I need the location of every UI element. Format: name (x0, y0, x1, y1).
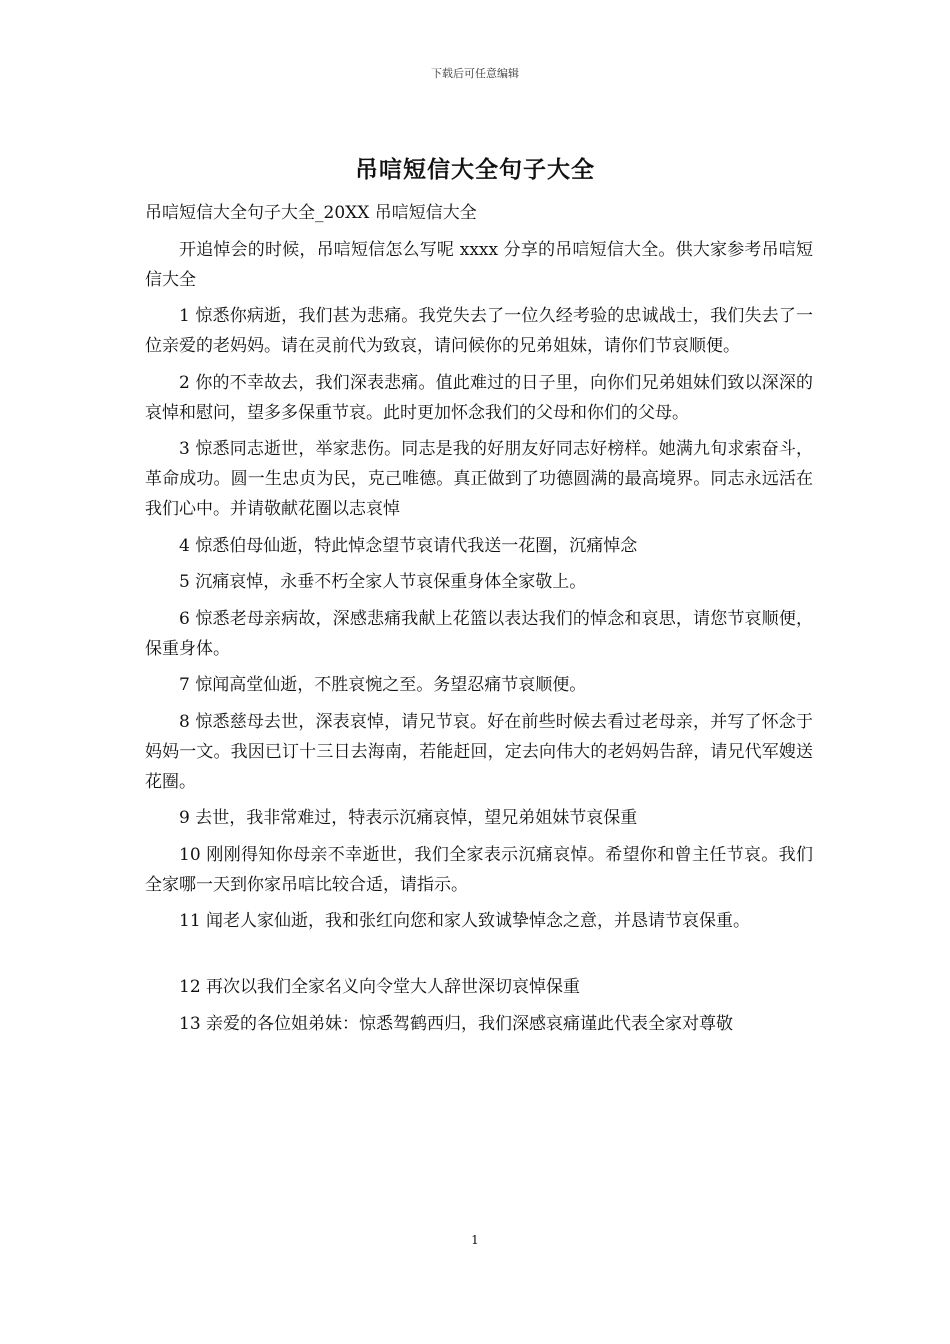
document-body (145, 198, 813, 1045)
message-item-4: 4 惊悉伯母仙逝，特此悼念望节哀请代我送一花圈，沉痛悼念 (179, 535, 638, 556)
message-item-6: 6 惊悉老母亲病故，深感悲痛我献上花篮以表达我们的悼念和哀思，请您节哀顺便，保重身体。 (145, 608, 813, 659)
message-item-9: 9 去世，我非常难过，特表示沉痛哀悼，望兄弟姐妹节哀保重 (179, 808, 638, 828)
message-item-10: 10 刚刚得知你母亲不幸逝世，我们全家表示沉痛哀悼。希望你和曾主任节哀。我们全家哪一天到你家吊唁比较合适，请指示。 (145, 844, 813, 895)
message-item-1: 1 惊悉你病逝，我们甚为悲痛。我党失去了一位久经考验的忠诚战士，我们失去了一位亲爱的老妈妈。请在灵前代为致哀，请问候你的兄弟姐妹，请你们节哀顺便。 (145, 306, 813, 356)
document-intro: 开追悼会的时候，吊唁短信怎么写呢 xxxx 分享的吊唁短信大全。供大家参考吊唁短信大全 (145, 239, 813, 290)
document-subtitle: 吊唁短信大全句子大全_20XX 吊唁短信大全 (145, 203, 477, 223)
message-item-13: 13 亲爱的各位姐弟妹：惊悉驾鹤西归，我们深感哀痛谨此代表全家对尊敬 (179, 1013, 734, 1034)
message-item-8: 8 惊悉慈母去世，深表哀悼，请兄节哀。好在前些时候去看过老母亲，并写了怀念于妈妈一文。我因已订十三日去海南，若能赶回，定去向伟大的老妈妈告辞，请兄代军嫂送花圈。 (145, 711, 813, 792)
message-item-12: 12 再次以我们全家名义向令堂大人辞世深切哀悼保重 (179, 977, 581, 997)
page-header-note: 下载后可任意编辑 (431, 67, 519, 80)
message-item-2: 2 你的不幸故去，我们深表悲痛。值此难过的日子里，向你们兄弟姐妹们致以深深的哀悼和慰问，望多多保重节哀。此时更加怀念我们的父母和你们的父母。 (145, 372, 813, 423)
message-item-7: 7 惊闻高堂仙逝，不胜哀惋之至。务望忍痛节哀顺便。 (179, 675, 587, 695)
message-item-3: 3 惊悉同志逝世，举家悲伤。同志是我的好朋友好同志好榜样。她满九旬求索奋斗，革命成功。圆一生忠贞为民，克己唯德。真正做到了功德圆满的最高境界。同志永远活在我们心中。并请敬献花圈以志哀悼 (145, 439, 813, 519)
message-item-11: 11 闻老人家仙逝，我和张红向您和家人致诚挚悼念之意，并恳请节哀保重。 (179, 911, 751, 931)
page-number: 1 (471, 1233, 479, 1247)
document-title: 吊唁短信大全句子大全 (355, 156, 595, 183)
message-item-5: 5 沉痛哀悼，永垂不朽全家人节哀保重身体全家敬上。 (179, 572, 587, 592)
